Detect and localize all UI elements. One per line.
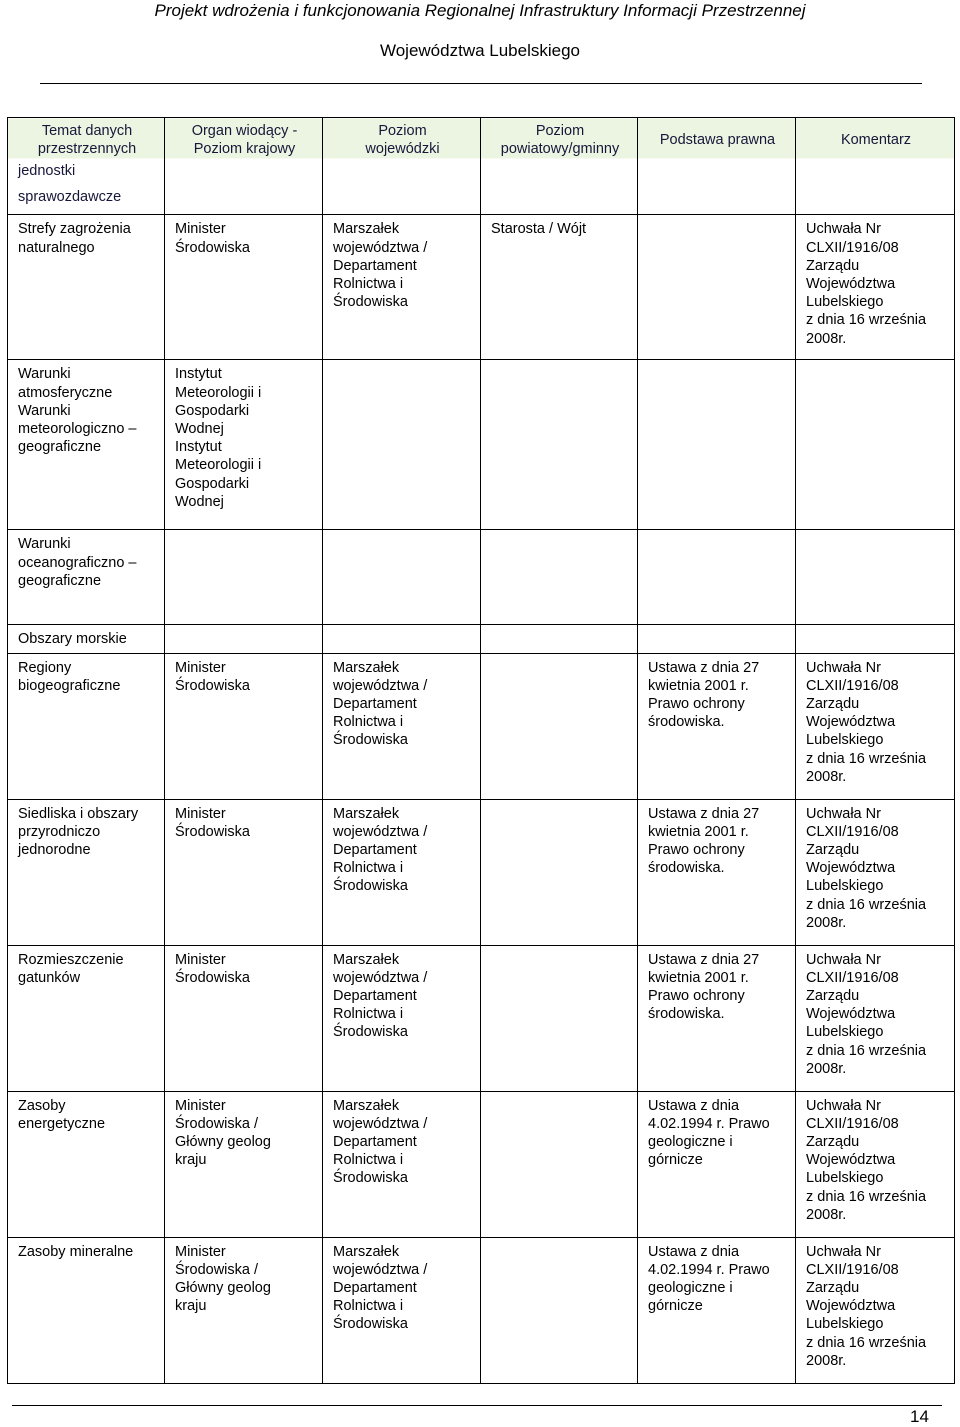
cell-legal-basis	[638, 945, 796, 1091]
cell-line: Ustawa z dnia 27	[648, 805, 760, 822]
cell-voivodeship	[323, 625, 481, 653]
cell-comment	[796, 1091, 955, 1237]
cell-line: z dnia 16 września	[806, 896, 927, 913]
table-row	[8, 799, 955, 945]
cell-line: Siedliska i obszary	[18, 805, 139, 822]
cell-line: z dnia 16 września	[806, 750, 927, 767]
cell-line: górnicze	[648, 1152, 703, 1169]
cell-line: Środowiska	[333, 1024, 408, 1041]
cell-district	[481, 360, 638, 530]
cell-line: Środowiska	[175, 823, 250, 840]
cell-line: Departament	[333, 1280, 417, 1297]
cell-line: Marszałek	[333, 659, 400, 676]
cell-line: CLXII/1916/08	[806, 1261, 899, 1278]
cell-line: oceanograficzno –	[18, 554, 137, 571]
cell-line: CLXII/1916/08	[806, 677, 899, 694]
cell-line: Meteorologii i	[175, 457, 262, 474]
cell-topic	[8, 530, 165, 625]
cell-line: Warunki	[18, 366, 71, 383]
cell-line: Strefy zagrożenia	[18, 221, 131, 238]
cell-line: Ustawa z dnia 27	[648, 659, 760, 676]
column-header-line: powiatowy/gminny	[500, 141, 620, 158]
cell-line: Ustawa z dnia	[648, 1097, 740, 1114]
data-themes-table	[7, 117, 955, 1384]
column-header-line: Poziom	[378, 123, 427, 139]
cell-topic	[8, 653, 165, 799]
cell-line: Uchwała Nr	[806, 805, 881, 822]
cell-line: Minister	[175, 1243, 226, 1260]
cell-line: Lubelskiego	[806, 1316, 884, 1333]
cell-district	[481, 945, 638, 1091]
cell-organ	[165, 653, 323, 799]
footer-divider	[12, 1405, 942, 1406]
cell-line: z dnia 16 września	[806, 1188, 927, 1205]
cell-comment	[796, 215, 955, 360]
cell-line: Uchwała Nr	[806, 1097, 881, 1114]
cell-line: Środowiska /	[175, 1115, 259, 1132]
column-header-topic	[8, 118, 165, 215]
cell-line: Obszary morskie	[18, 631, 127, 648]
cell-line: CLXII/1916/08	[806, 969, 899, 986]
cell-line: Województwa	[806, 1298, 896, 1315]
cell-district	[481, 1237, 638, 1383]
cell-line: geograficzne	[18, 572, 102, 589]
cell-line: Departament	[333, 257, 417, 274]
cell-line: Rolnictwa i	[333, 714, 404, 731]
cell-line: 4.02.1994 r. Prawo	[648, 1261, 770, 1278]
cell-legal-basis	[638, 215, 796, 360]
cell-organ	[165, 215, 323, 360]
cell-organ	[165, 945, 323, 1091]
cell-topic	[8, 945, 165, 1091]
cell-line: Środowiska	[175, 677, 250, 694]
cell-topic	[8, 1237, 165, 1383]
table-row	[8, 1091, 955, 1237]
cell-line: kwietnia 2001 r.	[648, 823, 749, 840]
cell-topic	[8, 625, 165, 653]
cell-line: Marszałek	[333, 951, 400, 968]
page-number: 14	[910, 1407, 929, 1426]
cell-line: atmosferyczne	[18, 384, 113, 401]
column-header-organ	[165, 118, 323, 215]
cell-line: z dnia 16 września	[806, 1334, 927, 1351]
cell-line: kraju	[175, 1298, 207, 1315]
cell-line: Departament	[333, 988, 417, 1005]
cell-voivodeship	[323, 215, 481, 360]
cell-voivodeship	[323, 1237, 481, 1383]
cell-line: 2008r.	[806, 768, 847, 785]
cell-comment	[796, 799, 955, 945]
cell-voivodeship	[323, 530, 481, 625]
cell-line: gatunków	[18, 969, 81, 986]
cell-line: województwa /	[333, 677, 428, 694]
column-header-line: Komentarz	[840, 132, 912, 148]
cell-line: kwietnia 2001 r.	[648, 677, 749, 694]
cell-line: środowiska.	[648, 1006, 725, 1023]
cell-line: 2008r.	[806, 914, 847, 931]
cell-line: Wodnej	[175, 493, 224, 510]
cell-line: Warunki	[18, 536, 71, 553]
cell-line: Instytut	[175, 366, 222, 383]
column-header-line: Organ wiodący -	[191, 123, 298, 139]
cell-line: Warunki	[18, 402, 71, 419]
cell-comment	[796, 1237, 955, 1383]
cell-line: Zasoby mineralne	[18, 1243, 134, 1260]
cell-line: naturalnego	[18, 239, 95, 256]
column-header-line: przestrzennych	[37, 141, 137, 158]
cell-line: geologiczne i	[648, 1280, 733, 1297]
cell-line: górnicze	[648, 1298, 703, 1315]
cell-line: Lubelskiego	[806, 294, 884, 311]
cell-line: Województwa	[806, 860, 896, 877]
cell-line: Ustawa z dnia	[648, 1243, 740, 1260]
table-row	[8, 1237, 955, 1383]
cell-line: Minister	[175, 1097, 226, 1114]
cell-line: środowiska.	[648, 714, 725, 731]
cell-line: Uchwała Nr	[806, 951, 881, 968]
cell-organ	[165, 625, 323, 653]
cell-voivodeship	[323, 653, 481, 799]
cell-line: województwa /	[333, 823, 428, 840]
column-header-comment	[796, 118, 955, 215]
cell-comment	[796, 360, 955, 530]
cell-line: Rolnictwa i	[333, 860, 404, 877]
table-row	[8, 360, 955, 530]
cell-line: Lubelskiego	[806, 732, 884, 749]
cell-line: Departament	[333, 842, 417, 859]
cell-line: CLXII/1916/08	[806, 239, 899, 256]
table-row	[8, 530, 955, 625]
cell-line: CLXII/1916/08	[806, 1115, 899, 1132]
cell-line: Główny geolog	[175, 1134, 271, 1151]
cell-line: biogeograficzne	[18, 677, 121, 694]
cell-legal-basis	[638, 653, 796, 799]
cell-line: Zasoby	[18, 1097, 66, 1114]
cell-line: Prawo ochrony	[648, 988, 745, 1005]
cell-line: Minister	[175, 805, 226, 822]
cell-organ	[165, 1091, 323, 1237]
cell-legal-basis	[638, 1091, 796, 1237]
column-header-line: Poziom krajowy	[193, 141, 296, 158]
cell-legal-basis	[638, 530, 796, 625]
column-header-line: jednostki	[18, 163, 76, 180]
cell-line: Starosta / Wójt	[491, 221, 587, 238]
cell-line: Rolnictwa i	[333, 1298, 404, 1315]
cell-line: Ustawa z dnia 27	[648, 951, 760, 968]
column-header-district	[481, 118, 638, 215]
cell-line: kraju	[175, 1152, 207, 1169]
cell-line: energetyczne	[18, 1115, 106, 1132]
cell-line: CLXII/1916/08	[806, 823, 899, 840]
cell-line: Uchwała Nr	[806, 659, 881, 676]
column-header-line: wojewódzki	[365, 141, 440, 158]
cell-organ	[165, 799, 323, 945]
column-header-voivodeship	[323, 118, 481, 215]
cell-comment	[796, 945, 955, 1091]
cell-line: geograficzne	[18, 439, 102, 456]
cell-line: Lubelskiego	[806, 1024, 884, 1041]
cell-topic	[8, 1091, 165, 1237]
column-header-line: sprawozdawcze	[18, 189, 122, 206]
cell-line: Lubelskiego	[806, 1170, 884, 1187]
column-header-line: Temat danych	[41, 123, 133, 139]
cell-line: Marszałek	[333, 1097, 400, 1114]
cell-legal-basis	[638, 625, 796, 653]
cell-district	[481, 530, 638, 625]
cell-line: meteorologiczno –	[18, 421, 137, 438]
cell-line: Instytut	[175, 439, 222, 456]
cell-district	[481, 1091, 638, 1237]
cell-line: kwietnia 2001 r.	[648, 969, 749, 986]
cell-line: Środowiska	[333, 1170, 408, 1187]
cell-line: Środowiska	[333, 878, 408, 895]
table-row	[8, 215, 955, 360]
cell-line: z dnia 16 września	[806, 312, 927, 329]
cell-line: Departament	[333, 1134, 417, 1151]
cell-line: Marszałek	[333, 221, 400, 238]
cell-line: Zarządu	[806, 842, 860, 859]
cell-line: Minister	[175, 951, 226, 968]
cell-topic	[8, 799, 165, 945]
column-header-line: Podstawa prawna	[659, 132, 776, 148]
document-header-subtitle: Województwa Lubelskiego	[379, 41, 581, 60]
cell-legal-basis	[638, 799, 796, 945]
table-row	[8, 653, 955, 799]
cell-topic	[8, 215, 165, 360]
cell-line: Główny geolog	[175, 1280, 271, 1297]
cell-line: Środowiska /	[175, 1261, 259, 1278]
cell-line: województwa /	[333, 1261, 428, 1278]
cell-district	[481, 625, 638, 653]
cell-line: Środowiska	[333, 732, 408, 749]
cell-line: Zarządu	[806, 988, 860, 1005]
cell-district	[481, 799, 638, 945]
cell-line: Środowiska	[333, 1316, 408, 1333]
cell-line: przyrodniczo	[18, 823, 101, 840]
document-header-title: Projekt wdrożenia i funkcjonowania Regionalnej Infrastruktury Informacji Przestrzennej	[154, 1, 806, 20]
cell-line: Lubelskiego	[806, 878, 884, 895]
cell-line: Województwa	[806, 276, 896, 293]
cell-line: Środowiska	[175, 239, 250, 256]
cell-line: Województwa	[806, 1152, 896, 1169]
cell-legal-basis	[638, 1237, 796, 1383]
table-row	[8, 945, 955, 1091]
cell-line: Minister	[175, 221, 226, 238]
cell-line: Gospodarki	[175, 402, 250, 419]
cell-line: Zarządu	[806, 1134, 860, 1151]
cell-line: 2008r.	[806, 1206, 847, 1223]
cell-line: Rolnictwa i	[333, 276, 404, 293]
column-header-line: Poziom	[535, 123, 585, 139]
cell-line: Rolnictwa i	[333, 1006, 404, 1023]
cell-voivodeship	[323, 799, 481, 945]
cell-line: Rolnictwa i	[333, 1152, 404, 1169]
table-header-row	[8, 118, 955, 215]
cell-district	[481, 215, 638, 360]
cell-line: jednorodne	[18, 842, 91, 859]
cell-line: województwa /	[333, 969, 428, 986]
cell-line: Regiony	[18, 659, 72, 676]
cell-topic	[8, 360, 165, 530]
cell-line: Środowiska	[333, 294, 408, 311]
cell-line: 2008r.	[806, 1352, 847, 1369]
cell-line: Uchwała Nr	[806, 1243, 881, 1260]
table-row	[8, 625, 955, 653]
cell-voivodeship	[323, 945, 481, 1091]
cell-line: geologiczne i	[648, 1134, 733, 1151]
cell-line: Rozmieszczenie	[18, 951, 124, 968]
cell-line: województwa /	[333, 1115, 428, 1132]
cell-line: Minister	[175, 659, 226, 676]
cell-district	[481, 653, 638, 799]
cell-line: Prawo ochrony	[648, 696, 745, 713]
cell-line: Departament	[333, 696, 417, 713]
cell-line: środowiska.	[648, 860, 725, 877]
cell-line: Uchwała Nr	[806, 221, 881, 238]
cell-voivodeship	[323, 360, 481, 530]
cell-line: Zarządu	[806, 1280, 860, 1297]
cell-line: Wodnej	[175, 421, 224, 438]
header-divider	[40, 83, 922, 84]
cell-line: Meteorologii i	[175, 384, 262, 401]
cell-line: Prawo ochrony	[648, 842, 745, 859]
cell-voivodeship	[323, 1091, 481, 1237]
cell-line: Zarządu	[806, 696, 860, 713]
cell-comment	[796, 625, 955, 653]
cell-line: województwa /	[333, 239, 428, 256]
cell-line: Środowiska	[175, 969, 250, 986]
cell-organ	[165, 530, 323, 625]
cell-legal-basis	[638, 360, 796, 530]
cell-line: 4.02.1994 r. Prawo	[648, 1115, 770, 1132]
cell-organ	[165, 360, 323, 530]
cell-line: Gospodarki	[175, 475, 250, 492]
cell-line: Marszałek	[333, 805, 400, 822]
cell-line: Województwa	[806, 1006, 896, 1023]
cell-line: Województwa	[806, 714, 896, 731]
cell-organ	[165, 1237, 323, 1383]
cell-line: Marszałek	[333, 1243, 400, 1260]
column-header-legal-basis	[638, 118, 796, 215]
cell-comment	[796, 653, 955, 799]
cell-comment	[796, 530, 955, 625]
cell-line: Zarządu	[806, 257, 860, 274]
cell-line: 2008r.	[806, 1060, 847, 1077]
cell-line: 2008r.	[806, 330, 847, 347]
cell-line: z dnia 16 września	[806, 1042, 927, 1059]
